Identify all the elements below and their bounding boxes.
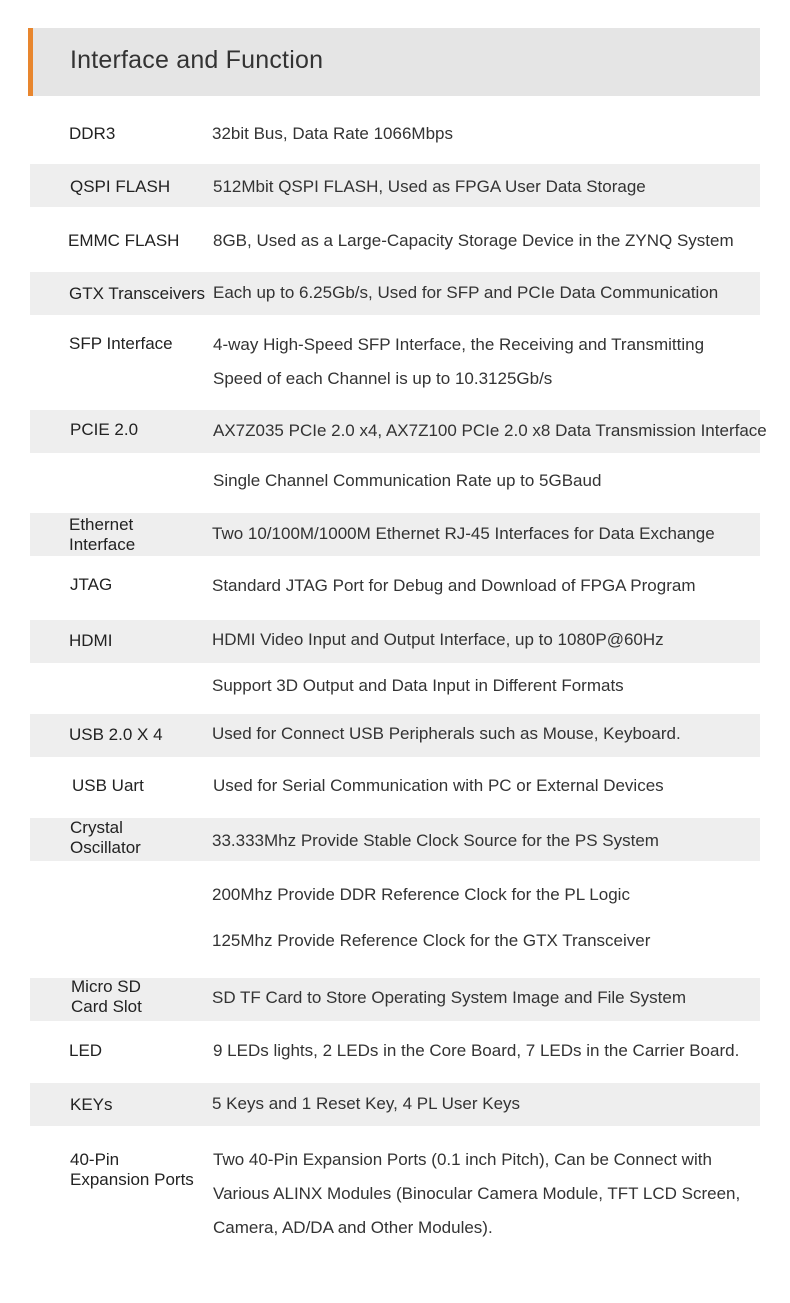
spec-label-expansion-line2: Expansion Ports	[70, 1170, 194, 1189]
spec-value-expansion-line3: Camera, AD/DA and Other Modules).	[213, 1218, 493, 1237]
spec-value-usb: Used for Connect USB Peripherals such as Mouse, Keyboard.	[212, 724, 681, 743]
spec-value-expansion-line2: Various ALINX Modules (Binocular Camera Module, TFT LCD Screen,	[213, 1184, 741, 1203]
spec-value-expansion-line1: Two 40-Pin Expansion Ports (0.1 inch Pitch), Can be Connect with	[213, 1150, 712, 1169]
spec-value-pcie-line2: Single Channel Communication Rate up to 5GBaud	[213, 471, 602, 490]
spec-value-crystal-line2: 200Mhz Provide DDR Reference Clock for the PL Logic	[212, 885, 630, 904]
header-accent-bar	[28, 28, 33, 96]
spec-value-keys: 5 Keys and 1 Reset Key, 4 PL User Keys	[212, 1094, 521, 1113]
spec-value-microsd: SD TF Card to Store Operating System Image and File System	[212, 988, 686, 1007]
spec-label-usb-uart: USB Uart	[72, 776, 144, 795]
spec-label-microsd-line2: Card Slot	[71, 997, 142, 1016]
spec-label-expansion-line1: 40-Pin	[70, 1150, 120, 1169]
spec-value-pcie-line1: AX7Z035 PCIe 2.0 x4, AX7Z100 PCIe 2.0 x8 Data Transmission Interface	[213, 421, 767, 440]
spec-value-usb-uart: Used for Serial Communication with PC or External Devices	[213, 776, 664, 795]
spec-label-crystal-line1: Crystal	[70, 818, 123, 837]
spec-label-jtag: JTAG	[70, 575, 113, 594]
spec-label-crystal-line2: Oscillator	[70, 838, 141, 857]
spec-label-pcie: PCIE 2.0	[70, 420, 139, 439]
spec-value-crystal-line3: 125Mhz Provide Reference Clock for the GTX Transceiver	[212, 931, 651, 950]
spec-value-qspi-flash: 512Mbit QSPI FLASH, Used as FPGA User Data Storage	[213, 177, 646, 196]
spec-label-microsd-line1: Micro SD	[71, 977, 141, 996]
spec-label-emmc-flash: EMMC FLASH	[68, 231, 180, 250]
spec-value-ethernet: Two 10/100M/1000M Ethernet RJ-45 Interfaces for Data Exchange	[212, 524, 715, 543]
spec-label-hdmi: HDMI	[69, 631, 113, 650]
spec-label-gtx-transceivers: GTX Transceivers	[69, 284, 206, 303]
spec-label-ddr3: DDR3	[69, 124, 116, 143]
spec-value-sfp-interface-line2: Speed of each Channel is up to 10.3125Gb/s	[213, 369, 553, 388]
spec-value-gtx-transceivers: Each up to 6.25Gb/s, Used for SFP and PCIe Data Communication	[213, 283, 719, 302]
spec-label-led: LED	[69, 1041, 103, 1060]
section-header	[28, 28, 760, 96]
section-title: Interface and Function	[70, 46, 324, 74]
spec-value-hdmi-line1: HDMI Video Input and Output Interface, up to 1080P@60Hz	[212, 630, 664, 649]
spec-label-qspi-flash: QSPI FLASH	[70, 177, 171, 196]
spec-value-ddr3: 32bit Bus, Data Rate 1066Mbps	[212, 124, 453, 143]
spec-value-hdmi-line2: Support 3D Output and Data Input in Different Formats	[212, 676, 624, 695]
spec-label-ethernet-line1: Ethernet	[69, 515, 134, 534]
spec-value-emmc-flash: 8GB, Used as a Large-Capacity Storage Device in the ZYNQ System	[213, 231, 734, 250]
spec-value-led: 9 LEDs lights, 2 LEDs in the Core Board, 7 LEDs in the Carrier Board.	[213, 1041, 740, 1060]
spec-label-ethernet-line2: Interface	[69, 535, 136, 554]
spec-value-crystal-line1: 33.333Mhz Provide Stable Clock Source for the PS System	[212, 831, 659, 850]
spec-label-sfp-interface: SFP Interface	[69, 334, 173, 353]
spec-label-usb: USB 2.0 X 4	[69, 725, 163, 744]
spec-value-sfp-interface-line1: 4-way High-Speed SFP Interface, the Receiving and Transmitting	[213, 335, 705, 354]
spec-value-jtag: Standard JTAG Port for Debug and Download of FPGA Program	[212, 576, 696, 595]
spec-label-keys: KEYs	[70, 1095, 113, 1114]
